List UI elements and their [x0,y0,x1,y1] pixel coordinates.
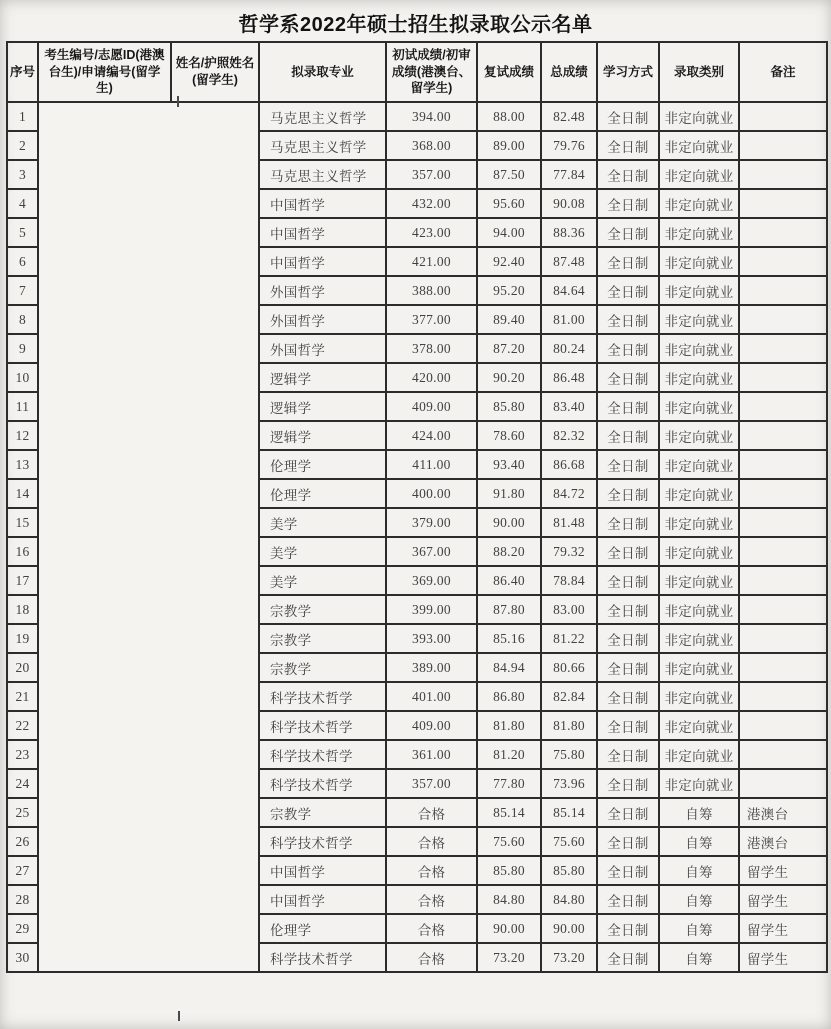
cell-initial-score: 409.00 [386,711,477,740]
cell-study-mode: 全日制 [597,160,659,189]
cell-total-score: 81.48 [541,508,597,537]
cell-program: 外国哲学 [259,305,386,334]
cell-initial-score: 357.00 [386,160,477,189]
cell-no: 8 [7,305,38,334]
cell-no: 18 [7,595,38,624]
cell-program: 科学技术哲学 [259,711,386,740]
cell-retest-score: 90.00 [477,508,541,537]
cell-program: 伦理学 [259,479,386,508]
cell-program: 外国哲学 [259,334,386,363]
cell-initial-score: 合格 [386,885,477,914]
cell-admission-category: 非定向就业 [659,740,739,769]
column-header-initial_score: 初试成绩/初审成绩(港澳台、留学生) [386,42,477,102]
cell-remark [739,276,827,305]
cell-admission-category: 自筹 [659,798,739,827]
cell-admission-category: 非定向就业 [659,682,739,711]
cell-retest-score: 84.80 [477,885,541,914]
cell-admission-category: 非定向就业 [659,276,739,305]
column-header-name: 姓名/护照姓名(留学生) [171,42,259,102]
cell-retest-score: 95.60 [477,189,541,218]
cell-retest-score: 95.20 [477,276,541,305]
cell-total-score: 81.80 [541,711,597,740]
cell-no: 19 [7,624,38,653]
cell-study-mode: 全日制 [597,624,659,653]
cell-program: 中国哲学 [259,885,386,914]
cell-no: 14 [7,479,38,508]
cell-study-mode: 全日制 [597,740,659,769]
cell-program: 美学 [259,537,386,566]
cell-initial-score: 合格 [386,798,477,827]
cell-initial-score: 合格 [386,856,477,885]
cell-retest-score: 88.00 [477,102,541,131]
cell-admission-category: 自筹 [659,914,739,943]
cell-program: 外国哲学 [259,276,386,305]
page-title: 哲学系2022年硕士招生拟录取公示名单 [238,14,593,36]
cell-initial-score: 420.00 [386,363,477,392]
cell-no: 27 [7,856,38,885]
cell-study-mode: 全日制 [597,827,659,856]
cell-study-mode: 全日制 [597,914,659,943]
table-row [7,102,827,131]
cell-study-mode: 全日制 [597,653,659,682]
cell-no: 30 [7,943,38,972]
cell-total-score: 81.00 [541,305,597,334]
cell-initial-score: 421.00 [386,247,477,276]
scan-artifact-line [177,96,179,107]
cell-study-mode: 全日制 [597,508,659,537]
cell-initial-score: 389.00 [386,653,477,682]
cell-no: 9 [7,334,38,363]
cell-initial-score: 411.00 [386,450,477,479]
cell-program: 宗教学 [259,798,386,827]
cell-admission-category: 自筹 [659,827,739,856]
cell-remark: 留学生 [739,914,827,943]
cell-admission-category: 自筹 [659,885,739,914]
cell-remark [739,682,827,711]
cell-initial-score: 合格 [386,943,477,972]
cell-remark [739,769,827,798]
cell-study-mode: 全日制 [597,682,659,711]
cell-study-mode: 全日制 [597,392,659,421]
cell-retest-score: 78.60 [477,421,541,450]
cell-study-mode: 全日制 [597,131,659,160]
cell-retest-score: 90.20 [477,363,541,392]
cell-study-mode: 全日制 [597,450,659,479]
cell-admission-category: 非定向就业 [659,421,739,450]
column-header-admission_category: 录取类别 [659,42,739,102]
cell-admission-category: 非定向就业 [659,131,739,160]
cell-initial-score: 401.00 [386,682,477,711]
cell-initial-score: 399.00 [386,595,477,624]
cell-remark [739,160,827,189]
cell-program: 宗教学 [259,653,386,682]
cell-initial-score: 367.00 [386,537,477,566]
cell-retest-score: 73.20 [477,943,541,972]
cell-no: 13 [7,450,38,479]
cell-no: 2 [7,131,38,160]
cell-total-score: 85.80 [541,856,597,885]
cell-total-score: 75.80 [541,740,597,769]
cell-total-score: 78.84 [541,566,597,595]
cell-program: 科学技术哲学 [259,682,386,711]
cell-admission-category: 非定向就业 [659,392,739,421]
cell-remark [739,595,827,624]
cell-program: 伦理学 [259,450,386,479]
cell-no: 24 [7,769,38,798]
cell-program: 马克思主义哲学 [259,131,386,160]
cell-initial-score: 357.00 [386,769,477,798]
cell-retest-score: 94.00 [477,218,541,247]
cell-initial-score: 合格 [386,914,477,943]
cell-retest-score: 88.20 [477,537,541,566]
cell-total-score: 79.32 [541,537,597,566]
cell-total-score: 84.64 [541,276,597,305]
cell-admission-category: 非定向就业 [659,189,739,218]
cell-initial-score: 423.00 [386,218,477,247]
cell-total-score: 82.48 [541,102,597,131]
cell-retest-score: 87.80 [477,595,541,624]
cell-no: 21 [7,682,38,711]
cell-study-mode: 全日制 [597,247,659,276]
cell-initial-score: 361.00 [386,740,477,769]
cell-admission-category: 非定向就业 [659,218,739,247]
cell-initial-score: 379.00 [386,508,477,537]
cell-admission-category: 非定向就业 [659,595,739,624]
cell-program: 宗教学 [259,595,386,624]
cell-retest-score: 81.20 [477,740,541,769]
cell-total-score: 87.48 [541,247,597,276]
cell-total-score: 73.20 [541,943,597,972]
cell-retest-score: 85.80 [477,392,541,421]
cell-remark [739,711,827,740]
cell-remark [739,508,827,537]
cell-no: 4 [7,189,38,218]
cell-no: 15 [7,508,38,537]
cell-study-mode: 全日制 [597,102,659,131]
cell-remark [739,102,827,131]
cell-total-score: 90.00 [541,914,597,943]
cell-remark [739,537,827,566]
cell-no: 17 [7,566,38,595]
cell-study-mode: 全日制 [597,711,659,740]
cell-initial-score: 378.00 [386,334,477,363]
cell-initial-score: 394.00 [386,102,477,131]
table-body [7,102,827,972]
cell-no: 10 [7,363,38,392]
cell-no: 29 [7,914,38,943]
cell-remark [739,392,827,421]
cell-no: 6 [7,247,38,276]
cell-initial-score: 368.00 [386,131,477,160]
cell-remark: 留学生 [739,943,827,972]
cell-no: 5 [7,218,38,247]
cell-no: 20 [7,653,38,682]
column-header-no: 序号 [7,42,38,102]
cell-retest-score: 75.60 [477,827,541,856]
cell-program: 中国哲学 [259,247,386,276]
cell-total-score: 86.68 [541,450,597,479]
cell-study-mode: 全日制 [597,885,659,914]
column-header-total_score: 总成绩 [541,42,597,102]
cell-program: 美学 [259,566,386,595]
cell-total-score: 77.84 [541,160,597,189]
cell-total-score: 85.14 [541,798,597,827]
cell-admission-category: 非定向就业 [659,160,739,189]
cell-retest-score: 85.80 [477,856,541,885]
cell-retest-score: 90.00 [477,914,541,943]
cell-no: 26 [7,827,38,856]
cell-program: 中国哲学 [259,218,386,247]
cell-study-mode: 全日制 [597,856,659,885]
cell-remark [739,247,827,276]
cell-admission-category: 非定向就业 [659,711,739,740]
cell-program: 马克思主义哲学 [259,160,386,189]
cell-total-score: 80.24 [541,334,597,363]
cell-admission-category: 非定向就业 [659,624,739,653]
cell-remark [739,566,827,595]
cell-retest-score: 93.40 [477,450,541,479]
cell-study-mode: 全日制 [597,334,659,363]
cell-program: 中国哲学 [259,189,386,218]
cell-retest-score: 87.50 [477,160,541,189]
cell-admission-category: 非定向就业 [659,508,739,537]
cell-retest-score: 87.20 [477,334,541,363]
cell-remark [739,624,827,653]
cell-retest-score: 77.80 [477,769,541,798]
cell-program: 逻辑学 [259,363,386,392]
cell-remark: 留学生 [739,856,827,885]
cell-initial-score: 合格 [386,827,477,856]
cell-remark: 港澳台 [739,798,827,827]
column-header-retest_score: 复试成绩 [477,42,541,102]
cell-initial-score: 388.00 [386,276,477,305]
admission-roster-table [6,41,828,973]
cell-total-score: 90.08 [541,189,597,218]
cell-total-score: 88.36 [541,218,597,247]
cell-program: 美学 [259,508,386,537]
cell-remark [739,218,827,247]
cell-program: 逻辑学 [259,421,386,450]
cell-admission-category: 非定向就业 [659,653,739,682]
cell-admission-category: 非定向就业 [659,305,739,334]
cell-total-score: 80.66 [541,653,597,682]
cell-admission-category: 自筹 [659,856,739,885]
cell-no: 3 [7,160,38,189]
cell-remark [739,334,827,363]
cell-total-score: 83.40 [541,392,597,421]
cell-initial-score: 400.00 [386,479,477,508]
cell-retest-score: 89.40 [477,305,541,334]
cell-study-mode: 全日制 [597,305,659,334]
cell-program: 宗教学 [259,624,386,653]
cell-study-mode: 全日制 [597,189,659,218]
cell-retest-score: 86.80 [477,682,541,711]
cell-retest-score: 86.40 [477,566,541,595]
cell-study-mode: 全日制 [597,595,659,624]
cell-admission-category: 非定向就业 [659,479,739,508]
cell-admission-category: 非定向就业 [659,450,739,479]
cell-study-mode: 全日制 [597,218,659,247]
cell-program: 科学技术哲学 [259,827,386,856]
cell-remark [739,363,827,392]
cell-program: 科学技术哲学 [259,740,386,769]
cell-remark [739,305,827,334]
cell-retest-score: 84.94 [477,653,541,682]
scan-artifact-line [178,1011,180,1021]
column-header-study_mode: 学习方式 [597,42,659,102]
cell-no: 28 [7,885,38,914]
cell-total-score: 75.60 [541,827,597,856]
cell-total-score: 79.76 [541,131,597,160]
cell-total-score: 83.00 [541,595,597,624]
cell-remark: 留学生 [739,885,827,914]
cell-remark [739,653,827,682]
cell-no: 23 [7,740,38,769]
cell-initial-score: 393.00 [386,624,477,653]
cell-admission-category: 非定向就业 [659,769,739,798]
cell-no: 12 [7,421,38,450]
cell-retest-score: 92.40 [477,247,541,276]
cell-remark: 港澳台 [739,827,827,856]
cell-admission-category: 非定向就业 [659,566,739,595]
cell-no: 22 [7,711,38,740]
cell-no: 25 [7,798,38,827]
cell-total-score: 73.96 [541,769,597,798]
cell-initial-score: 424.00 [386,421,477,450]
cell-study-mode: 全日制 [597,363,659,392]
cell-remark [739,421,827,450]
cell-total-score: 81.22 [541,624,597,653]
cell-retest-score: 85.16 [477,624,541,653]
cell-retest-score: 89.00 [477,131,541,160]
cell-remark [739,131,827,160]
cell-no: 16 [7,537,38,566]
cell-study-mode: 全日制 [597,769,659,798]
redacted-id-name-cell [38,102,259,972]
column-header-program: 拟录取专业 [259,42,386,102]
cell-program: 伦理学 [259,914,386,943]
cell-study-mode: 全日制 [597,421,659,450]
cell-admission-category: 非定向就业 [659,102,739,131]
cell-study-mode: 全日制 [597,798,659,827]
cell-program: 科学技术哲学 [259,769,386,798]
cell-program: 科学技术哲学 [259,943,386,972]
cell-program: 逻辑学 [259,392,386,421]
cell-initial-score: 432.00 [386,189,477,218]
cell-retest-score: 91.80 [477,479,541,508]
cell-initial-score: 409.00 [386,392,477,421]
cell-study-mode: 全日制 [597,943,659,972]
cell-no: 7 [7,276,38,305]
cell-total-score: 82.32 [541,421,597,450]
cell-no: 1 [7,102,38,131]
cell-retest-score: 85.14 [477,798,541,827]
cell-total-score: 86.48 [541,363,597,392]
table-header-row [7,42,827,102]
cell-study-mode: 全日制 [597,479,659,508]
cell-admission-category: 非定向就业 [659,537,739,566]
cell-remark [739,189,827,218]
cell-admission-category: 非定向就业 [659,334,739,363]
cell-admission-category: 非定向就业 [659,247,739,276]
cell-admission-category: 非定向就业 [659,363,739,392]
cell-total-score: 84.72 [541,479,597,508]
cell-remark [739,740,827,769]
column-header-remark: 备注 [739,42,827,102]
cell-program: 中国哲学 [259,856,386,885]
cell-study-mode: 全日制 [597,537,659,566]
cell-remark [739,450,827,479]
cell-study-mode: 全日制 [597,566,659,595]
cell-program: 马克思主义哲学 [259,102,386,131]
cell-retest-score: 81.80 [477,711,541,740]
cell-total-score: 82.84 [541,682,597,711]
cell-no: 11 [7,392,38,421]
cell-initial-score: 377.00 [386,305,477,334]
cell-initial-score: 369.00 [386,566,477,595]
cell-admission-category: 自筹 [659,943,739,972]
cell-remark [739,479,827,508]
column-header-candidate_id: 考生编号/志愿ID(港澳台生)/申请编号(留学生) [38,42,171,102]
cell-total-score: 84.80 [541,885,597,914]
cell-study-mode: 全日制 [597,276,659,305]
